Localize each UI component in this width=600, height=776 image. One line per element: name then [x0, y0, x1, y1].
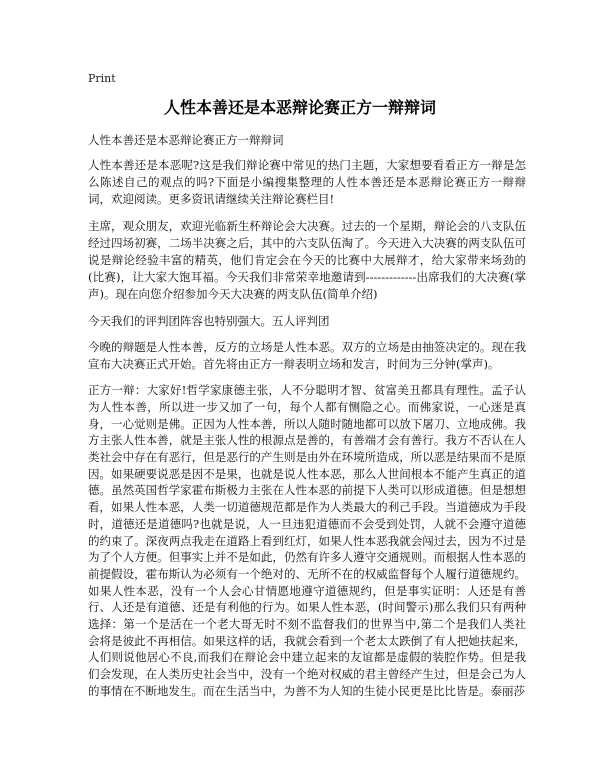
- document-subtitle: 人性本善还是本恶辩论赛正方一辩辩词: [88, 133, 284, 147]
- paragraph-first-speaker: 正方一辩：大家好!哲学家康德主张，人不分聪明才智、贫富美丑都具有理性。孟子认为人性本善，所以进一步又加了一句，每个人都有恻隐之心。而佛家说，一心迷是真身，一心觉则是佛。正因为人性本善，所以人随时随地都可以放下屠刀、立地成佛。我方主张人性本善，就是主张人性的根源点是善的，有善端才会有善行。我方不否认在人类社会中存在有恶行，但是恶行的产生则是由外在环境所造成，所以恶是结果而不是原因。如果硬要说恶是因不是果，也就是说人性本恶，那么人世间根本不能产生真正的道德。虽然英国哲学家霍布斯极力主张在人性本恶的前提下人类可以形成道德。但是想想看，如果人性本恶，人类一切道德规范都是作为人类最大的利己手段。当道德成为手段时，道德还是道德吗?也就是说，人一旦违犯道德而不会受到处罚，人就不会遵守道德的约束了。深夜两点我走在道路上看到红灯，如果人性本恶我就会闯过去，因为不过是为了个人方便。但事实上并不是如此，仍然有许多人遵守交通规则。而根据人性本恶的前提假设，霍布斯认为必须有一个绝对的、无所不在的权威监督每个人履行道德规约。如果人性本恶，没有一个人会心甘情愿地遵守道德规约，但是事实证明：人还是有善行、人还是有道德、还是有利他的行为。如果人性本恶，(时间警示)那么我们只有两种选择：第一个是活在一个老大哥无时不刻不监督我们的世界当中,第二个是我们人类社会将是彼此不再相信。如果这样的话，我就会看到一个老太太跌倒了有人把她扶起来，人们则说他居心不良,而我们在辩论会中建立起来的友谊都是虚假的装腔作势。但是我们会发现，在人类历史社会当中，没有一个绝对权威的君主曾经产生过，但是会己为人的事情在不断地发生。而在生活当中，为善不为人知的生徒小民更是比比皆是。泰丽莎: [88, 383, 526, 698]
- paragraph-intro: 人性本善还是本恶呢?这是我们辩论赛中常见的热门主题，大家想要看看正方一辩是怎么陈述自己的观点的吗?下面是小编搜集整理的人性本善还是本恶辩论赛正方一辩辩词，欢迎阅读。更多资讯请继续关注辩论赛栏目!: [88, 158, 526, 207]
- page-title: 人性本善还是本恶辩论赛正方一辩辩词: [163, 98, 436, 117]
- paragraph-topic: 今晚的辩题是人性本善，反方的立场是人性本恶。双方的立场是由抽签决定的。现在我宣布大决赛正式开始。首先将由正方一辩表明立场和发言，时间为三分钟(掌声)。: [88, 339, 526, 372]
- paragraph-host-opening: 主席，观众朋友，欢迎光临新生杯辩论会大决赛。过去的一个星期，辩论会的八支队伍经过四场初赛，二场半决赛之后，其中的六支队伍淘了。今天进入大决赛的两支队伍可说是辩论经验丰富的精英，他们肯定会在今天的比赛中大展辩才，给大家带来场劲的(比赛)，让大家大饱耳福。今天我们非常荣幸地邀请到-------------出席我们的大决赛(掌声)。现在向您介绍参加今天大决赛的两支队伍(简单介绍): [88, 218, 526, 302]
- document-body: [88, 157, 526, 709]
- paragraph-judges: 今天我们的评判团阵容也特别强大。五人评判团: [88, 313, 330, 328]
- print-label[interactable]: Print: [88, 72, 116, 85]
